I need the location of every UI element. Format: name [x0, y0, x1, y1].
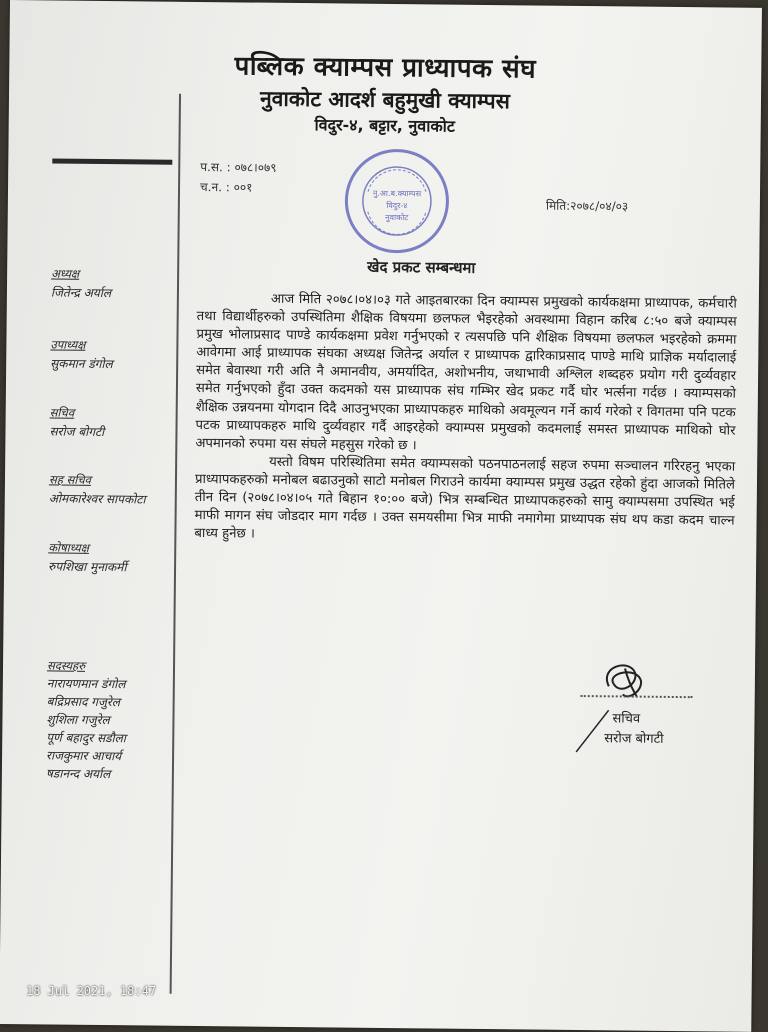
vp-title: उपाध्यक्ष [50, 337, 86, 352]
ref-number: प.स. : ०७८।०७९ [200, 160, 277, 175]
treasurer-block [48, 540, 127, 575]
signatory-name: सरोज बोगटी [604, 731, 664, 747]
members-block [46, 657, 127, 782]
header-rule [52, 158, 172, 164]
photo-timestamp: 18 Jul 2021, 18:47 [26, 984, 157, 998]
president-name: जितेन्द्र अर्याल [50, 285, 112, 301]
letter-body [194, 290, 737, 549]
signatory-title: सचिव [612, 711, 641, 727]
body-paragraph-2: यस्तो विषम परिस्थितिमा समेत क्याम्पसको पठनपाठनलाई सहज रुपमा सञ्चालन गरिरहनु भएका प्राध्यापकहरुको मनोबल बढाउनुको साटो मनोबल गिराउने कार्यमा क्याम्पस प्रमुख उद्धत रहेको हुंदा आजको मितिले तीन दिन (२०७८।०४।०५ गते बिहान १०:०० बजे) भित्र सम्बन्धित प्राध्यापकहरुको सामु क्याम्पसमा उपस्थित भई माफी मागन संघ जोडदार माग गर्दछ । उक्त समयसीमा भित्र माफी नमागेमा प्राध्यापक संघ थप कडा कदम चाल्न बाध्य हुनेछ । [194, 454, 736, 542]
treasurer-title: कोषाध्यक्ष [48, 540, 90, 555]
letter-date: मिति:२०७८/०४/०३ [545, 198, 629, 214]
members-title: सदस्यहरु [46, 658, 86, 673]
subject-line: खेद प्रकट सम्बन्धमा [367, 257, 476, 277]
secretary-block [49, 405, 104, 440]
treasurer-name: रुपशिखा मुनाकर्मी [47, 559, 127, 575]
dispatch-number: च.न. : ००१ [199, 180, 253, 195]
campus-title: नुवाकोट आदर्श बहुमुखी क्याम्पस [259, 86, 510, 114]
member-name: षडानन्द अर्याल [45, 766, 111, 782]
secretary-name: सरोज बोगटी [49, 424, 105, 440]
seal-text-2: विदुर-४ [386, 200, 408, 211]
body-paragraph-1: आज मिति २०७८।०४।०३ गते आइतबारका दिन क्याम्पस प्रमुखको कार्यकक्षमा प्राध्यापक, कर्मचारी तथा विद्यार्थीहरुको उपस्थितिमा शैक्षिक विषयमा छलफल भैइरहेको अवस्थामा विहान करिब ८:५० बजे क्याम्पस प्रमुख भोलाप्रसाद पाण्डे कार्यकक्षमा प्रवेश गर्नुभएको र त्यसपछि पनि शैक्षिक विषयमा छलफल भइरहेको क्रममा आवेगमा आई प्राध्यापक संघका अध्यक्ष जितेन्द्र अर्याल र प्राध्यापक द्वारिकाप्रसाद पाण्डे माथि प्राज्ञिक मर्यादालाई समेत बेवास्था गरी अति नै अमानवीय, अमर्यादित, अशोभनीय, जथाभावी अश्लिल शब्दहरु प्रयोग गरी दुर्व्यवहार समेत गर्नुभएको हुँदा उक्त कदमको यस प्राध्यापक संघ गम्भिर खेद प्रकट गर्दै घोर भर्त्सना गर्दछ । क्याम्पसको शैक्षिक उन्नयनमा योगदान दिदै आउनुभएका प्राध्यापकहरु माथिको अवमूल्यन गर्ने कार्य गरेको र विगतमा पनि पटक पटक प्राध्यापकहरु माथि दुर्व्यवहार गर्दै आइरहेको क्याम्पस प्रमुखको कदमलाई समस्त प्राध्यापक माथिको घोर अपमानको रुपमा यस संघले महसुस गरेको छ । [195, 291, 737, 454]
vice-president-block [50, 337, 113, 372]
president-title: अध्यक्ष [51, 266, 80, 281]
member-name: राजकुमार आचार्य [46, 748, 122, 764]
member-name: शुशिला गजुरेल [46, 712, 110, 728]
member-name: पूर्ण बहादुर सडौला [46, 730, 126, 746]
secretary-title: सचिव [49, 405, 75, 420]
jsec-name: ओमकारेश्वर सापकोटा [48, 491, 146, 507]
jsec-title: सह सचिव [48, 472, 92, 487]
joint-secretary-block [49, 472, 146, 507]
president-block [51, 266, 111, 301]
seal-text-3: नुवाकोट [385, 212, 409, 223]
signature-scribble-icon [579, 656, 660, 707]
seal-text-1: नु.आ.ब.क्याम्पस [372, 188, 422, 199]
member-name: नारायणमान डंगोल [46, 676, 126, 692]
campus-address: विदुर-४, बट्टार, नुवाकोट [314, 115, 456, 136]
margin-line [170, 94, 181, 994]
vp-name: सुकमान डंगोल [50, 356, 113, 372]
org-title: पब्लिक क्याम्पस प्राध्यापक संघ [234, 51, 537, 85]
org-seal [344, 149, 449, 254]
member-name: बद्रिप्रसाद गजुरेल [46, 694, 121, 710]
